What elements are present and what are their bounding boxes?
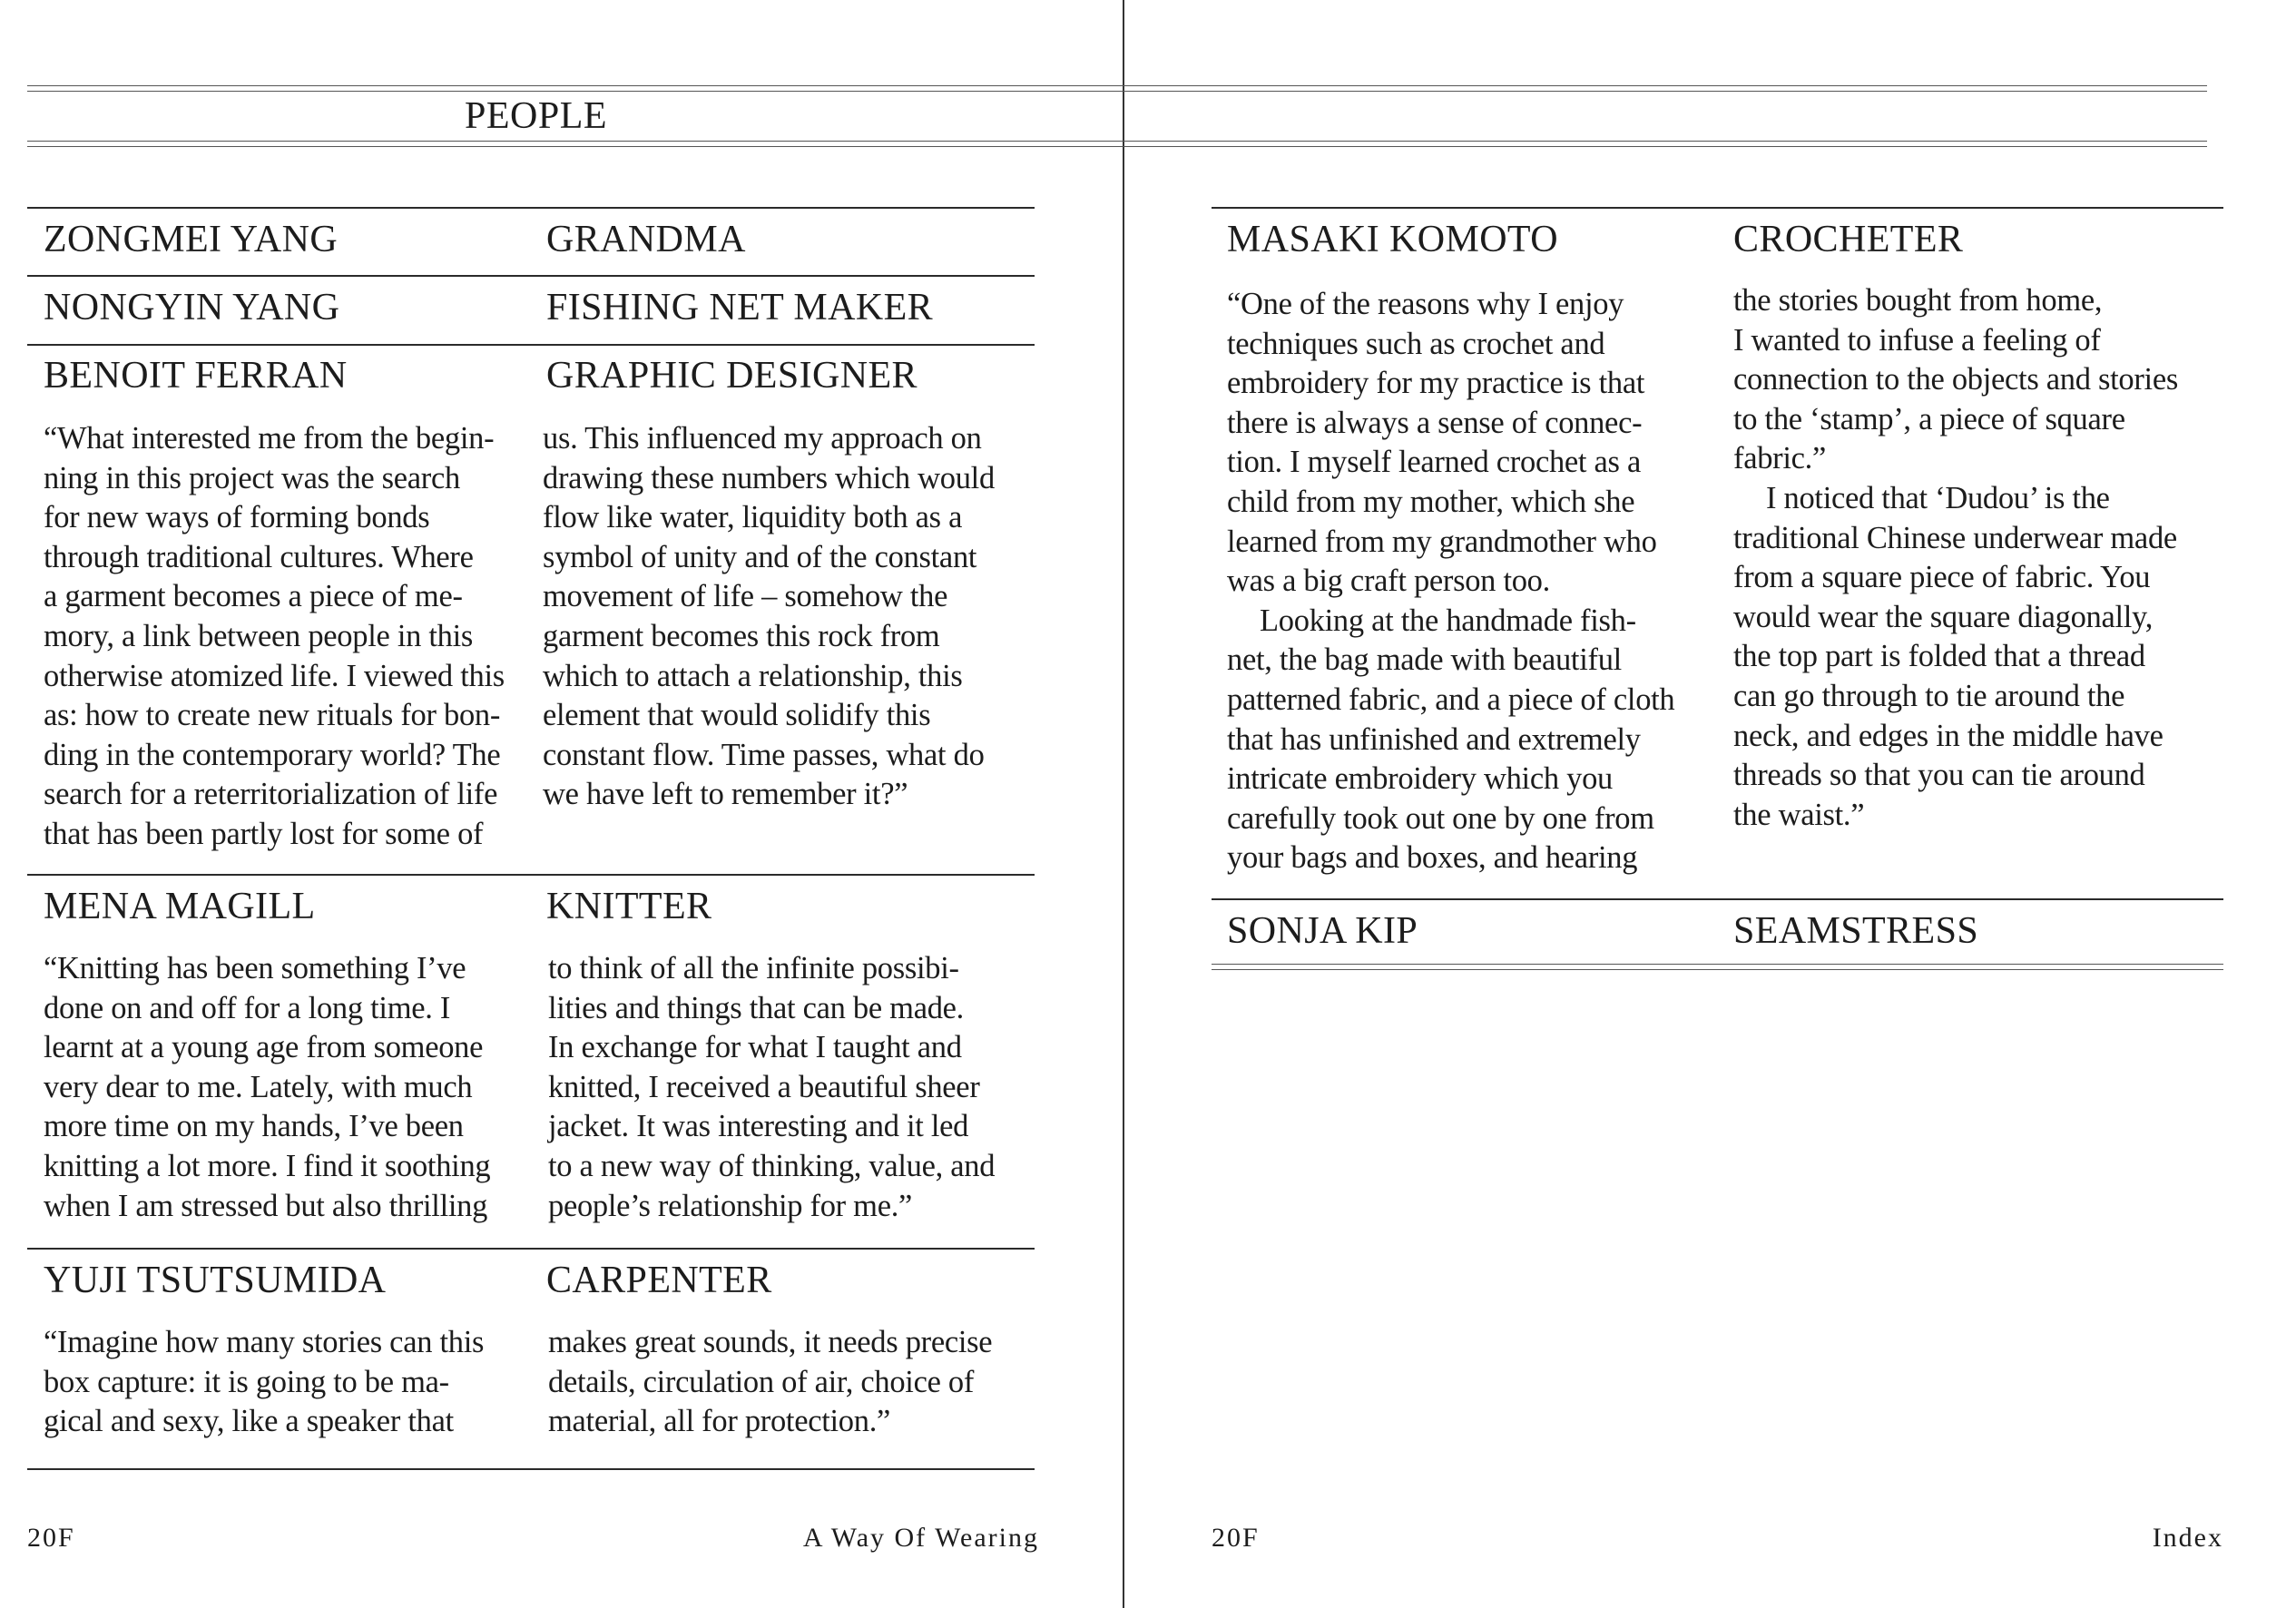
- quote-line: box capture: it is going to be ma-: [44, 1364, 449, 1399]
- quote-line: I noticed that ‘Dudou’ is the: [1766, 480, 2110, 515]
- quote-line: people’s relationship for me.”: [548, 1188, 913, 1223]
- quote-line: your bags and boxes, and hearing: [1227, 840, 1638, 876]
- quote-column-1: [44, 949, 534, 1226]
- quote-line: knitting a lot more. I find it soothing: [44, 1148, 491, 1183]
- quote-paragraph: [1227, 602, 1726, 878]
- quote-line: child from my mother, which she: [1227, 484, 1635, 519]
- quote-line: there is always a sense of connec-: [1227, 405, 1643, 440]
- quote-line: element that would solidify this: [543, 698, 931, 733]
- quote-line: done on and off for a long time. I: [44, 990, 451, 1025]
- header-top-rule-2: [27, 91, 2207, 92]
- quote-line: patterned fabric, and a piece of cloth: [1227, 681, 1675, 717]
- quote-line: “Knitting has been something I’ve: [44, 951, 466, 985]
- quote-line: material, all for protection.”: [548, 1404, 891, 1439]
- quote-line: more time on my hands, I’ve been: [44, 1109, 464, 1144]
- quote-line: In exchange for what I taught and: [548, 1030, 962, 1065]
- running-title: Index: [2152, 1523, 2223, 1553]
- quote-line: symbol of unity and of the constant: [543, 539, 977, 574]
- quote-line: to think of all the infinite possibi-: [548, 951, 959, 985]
- entry-divider: [1212, 969, 2223, 970]
- quote-line: movement of life – somehow the: [543, 579, 948, 614]
- quote-column-2: [548, 1323, 1038, 1442]
- quote-line: traditional Chinese underwear made: [1733, 520, 2177, 555]
- quote-line: ning in this project was the search: [44, 460, 460, 495]
- quote-column-1: [1227, 285, 1726, 878]
- quote-line: mory, a link between people in this: [44, 618, 474, 653]
- quote-line: as: how to create new rituals for bon-: [44, 698, 501, 733]
- quote-line: net, the bag made with beautiful: [1227, 642, 1622, 678]
- quote-column-1: [44, 419, 534, 855]
- quote-line: flow like water, liquidity both as a: [543, 500, 963, 535]
- running-title: A Way Of Wearing: [802, 1523, 1039, 1553]
- quote-line: threads so that you can tie around: [1733, 758, 2145, 793]
- quote-line: to a new way of thinking, value, and: [548, 1148, 996, 1183]
- page-number: 20F: [27, 1523, 75, 1553]
- quote-line: neck, and edges in the middle have: [1733, 718, 2164, 753]
- person-role: KNITTER: [546, 886, 712, 927]
- quote-line: we have left to remember it?”: [543, 777, 908, 812]
- header-bottom-rule: [27, 141, 2207, 142]
- person-name: MENA MAGILL: [44, 886, 316, 927]
- quote-line: from a square piece of fabric. You: [1733, 560, 2151, 595]
- quote-line: would wear the square diagonally,: [1733, 599, 2154, 634]
- person-role: CARPENTER: [546, 1260, 772, 1301]
- quote-paragraph: [1733, 281, 2223, 479]
- quote-line: learnt at a young age from someone: [44, 1030, 484, 1065]
- quote-line: for new ways of forming bonds: [44, 500, 430, 535]
- quote-line: embroidery for my practice is that: [1227, 366, 1645, 401]
- quote-line: gical and sexy, like a speaker that: [44, 1404, 454, 1439]
- entry-divider: [27, 1248, 1035, 1250]
- quote-line: “One of the reasons why I enjoy: [1227, 287, 1624, 321]
- quote-column-1: [44, 1323, 534, 1442]
- entry-divider: [1212, 964, 2223, 965]
- quote-line: drawing these numbers which would: [543, 460, 995, 495]
- entry-divider: [27, 874, 1035, 876]
- quote-line: which to attach a relationship, this: [543, 658, 963, 693]
- quote-line: knitted, I received a beautiful sheer: [548, 1069, 980, 1104]
- entry-divider: [1212, 207, 2223, 209]
- quote-line: I wanted to infuse a feeling of: [1733, 322, 2101, 358]
- quote-paragraph: [1733, 479, 2223, 835]
- quote-line: learned from my grandmother who: [1227, 524, 1657, 559]
- section-title: PEOPLE: [465, 95, 608, 137]
- quote-line: search for a reterritorialization of life: [44, 777, 498, 812]
- quote-column-2: [548, 949, 1038, 1226]
- person-name: YUJI TSUTSUMIDA: [44, 1260, 387, 1301]
- quote-line: when I am stressed but also thrilling: [44, 1188, 488, 1223]
- person-role: GRANDMA: [546, 219, 746, 260]
- quote-line: can go through to tie around the: [1733, 678, 2125, 713]
- person-name: MASAKI KOMOTO: [1227, 219, 1558, 260]
- quote-line: “Imagine how many stories can this: [44, 1325, 485, 1359]
- quote-paragraph: [1227, 285, 1726, 602]
- quote-line: garment becomes this rock from: [543, 618, 940, 653]
- quote-line: otherwise atomized life. I viewed this: [44, 658, 505, 693]
- quote-line: details, circulation of air, choice of: [548, 1364, 975, 1399]
- quote-line: that has unfinished and extremely: [1227, 721, 1641, 757]
- quote-line: makes great sounds, it needs precise: [548, 1325, 993, 1359]
- quote-line: “What interested me from the begin-: [44, 421, 495, 456]
- quote-line: very dear to me. Lately, with much: [44, 1069, 473, 1104]
- quote-line: intricate embroidery which you: [1227, 761, 1613, 797]
- quote-line: lities and things that can be made.: [548, 990, 964, 1025]
- header-bottom-rule-2: [27, 146, 2207, 147]
- quote-line: us. This influenced my approach on: [543, 421, 982, 456]
- quote-line: through traditional cultures. Where: [44, 539, 474, 574]
- quote-line: fabric.”: [1733, 441, 1826, 476]
- entry-divider: [1212, 898, 2223, 900]
- person-role: CROCHETER: [1733, 219, 1964, 260]
- entry-divider: [27, 207, 1035, 209]
- entry-divider: [27, 1468, 1035, 1470]
- person-name: ZONGMEI YANG: [44, 219, 339, 260]
- quote-line: connection to the objects and stories: [1733, 362, 2178, 397]
- quote-line: the stories bought from home,: [1733, 283, 2103, 318]
- quote-line: jacket. It was interesting and it led: [548, 1109, 969, 1144]
- quote-line: to the ‘stamp’, a piece of square: [1733, 401, 2125, 436]
- quote-line: tion. I myself learned crochet as a: [1227, 445, 1642, 480]
- quote-line: constant flow. Time passes, what do: [543, 737, 985, 772]
- person-role: FISHING NET MAKER: [546, 287, 934, 328]
- header-top-rule: [27, 85, 2207, 86]
- quote-line: carefully took out one by one from: [1227, 800, 1654, 836]
- quote-line: techniques such as crochet and: [1227, 326, 1605, 361]
- person-name: NONGYIN YANG: [44, 287, 340, 328]
- entry-divider: [27, 344, 1035, 346]
- quote-line: the waist.”: [1733, 797, 1865, 832]
- page-number: 20F: [1212, 1523, 1260, 1553]
- quote-line: ding in the contemporary world? The: [44, 737, 501, 772]
- entry-divider: [27, 275, 1035, 277]
- person-role: SEAMSTRESS: [1733, 910, 1979, 952]
- quote-line: was a big craft person too.: [1227, 564, 1550, 599]
- person-role: GRAPHIC DESIGNER: [546, 355, 917, 397]
- page-spine-divider: [1123, 0, 1124, 1608]
- quote-column-2: [543, 419, 1033, 815]
- quote-line: Looking at the handmade fish-: [1260, 603, 1636, 638]
- person-name: BENOIT FERRAN: [44, 355, 348, 397]
- quote-line: that has been partly lost for some of: [44, 816, 484, 851]
- quote-line: the top part is folded that a thread: [1733, 639, 2145, 674]
- person-name: SONJA KIP: [1227, 910, 1418, 952]
- quote-column-2: [1733, 281, 2223, 835]
- quote-line: a garment becomes a piece of me-: [44, 579, 463, 614]
